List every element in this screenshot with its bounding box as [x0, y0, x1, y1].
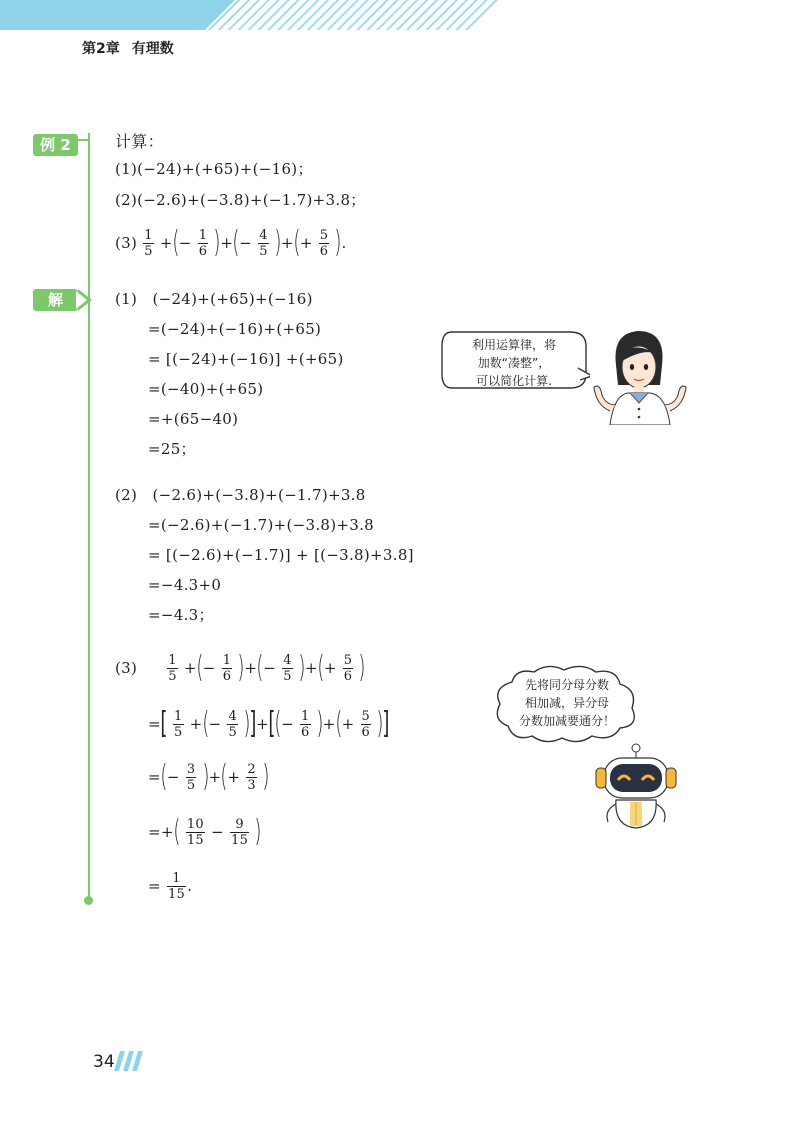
robot-illustration [590, 738, 685, 830]
page-number: 34 [93, 1052, 115, 1072]
fraction-1-6: $\frac{1}{6}$ [198, 227, 208, 259]
header-band [0, 0, 800, 30]
example-tag: 例 2 [33, 134, 78, 156]
fraction-4-5: $\frac{4}{5}$ [259, 227, 268, 259]
side-line-end-dot [84, 896, 93, 905]
sol2-line-3: = [(−2.6)+(−1.7)] + [(−3.8)+3.8] [148, 546, 414, 564]
sol3-line-4: =+( $\frac{10}{15}$ − $\frac{9}{15}$ ) [148, 814, 262, 849]
problem-1: (1)(−24)+(+65)+(−16)； [115, 160, 313, 178]
chapter-number: 第2章 [82, 41, 120, 57]
robot-bubble-text: 先将同分母分数 相加减，异分母 分数加减要通分！ [518, 678, 615, 728]
chapter-title [82, 38, 186, 58]
sol1-line-1: (1) (−24)+(+65)+(−16) [115, 290, 313, 308]
sol1-line-4: =(−40)+(+65) [148, 380, 264, 398]
sol2-line-2: =(−2.6)+(−1.7)+(−3.8)+3.8 [148, 516, 375, 534]
sol2-line-5: =−4.3； [148, 606, 214, 624]
page-number-stripes [114, 1051, 148, 1071]
sol3-line-3: =(− $\frac{3}{5}$ )+(+ $\frac{2}{3}$ ) [148, 759, 270, 794]
example-heading: 计算： [115, 132, 164, 151]
sol3-line-5: = $\frac{1}{15}$ . [148, 870, 193, 902]
sol3-line-2: =[ $\frac{1}{5}$ +(− $\frac{4}{5}$ )]+[(− $\frac{1}{6}$ )+(+ $\frac{5}{6}$ )] [148, 706, 390, 741]
sol1-line-5: =+(65−40) [148, 410, 239, 428]
solution-tag-arrow-inner [76, 291, 87, 309]
chapter-name: 有理数 [131, 41, 174, 57]
sol3-line-1: (3) $\frac{1}{5}$ +(− $\frac{1}{6}$ )+(− $\frac{4}{5}$ )+(+ $\frac{5}{6}$ ) [115, 650, 367, 685]
girl-illustration [588, 325, 693, 425]
example-tick [78, 139, 90, 141]
sol1-line-2: =(−24)+(−16)+(+65) [148, 320, 322, 338]
side-line [88, 133, 90, 901]
problem-2: (2)(−2.6)+(−3.8)+(−1.7)+3.8； [115, 191, 366, 209]
fraction-1-5: $\frac{1}{5}$ [144, 227, 153, 259]
sol1-line-6: =25； [148, 440, 196, 458]
sol1-line-3: = [(−24)+(−16)] +(+65) [148, 350, 344, 368]
girl-bubble-text: 利用运算律，将 加数“凑整”， 可以简化计算. [471, 338, 556, 388]
problem-3-label: (3) [115, 234, 138, 252]
sol2-line-4: =−4.3+0 [148, 576, 222, 594]
problem-3: (3) $\frac{1}{5}$ +(− $\frac{1}{6}$ )+(− $\frac{4}{5}$ )+(+ $\frac{5}{6}$ ). [115, 225, 347, 260]
sol2-line-1: (2) (−2.6)+(−3.8)+(−1.7)+3.8 [115, 486, 366, 504]
fraction-5-6: $\frac{5}{6}$ [319, 227, 329, 259]
solution-tag: 解 [33, 289, 78, 311]
